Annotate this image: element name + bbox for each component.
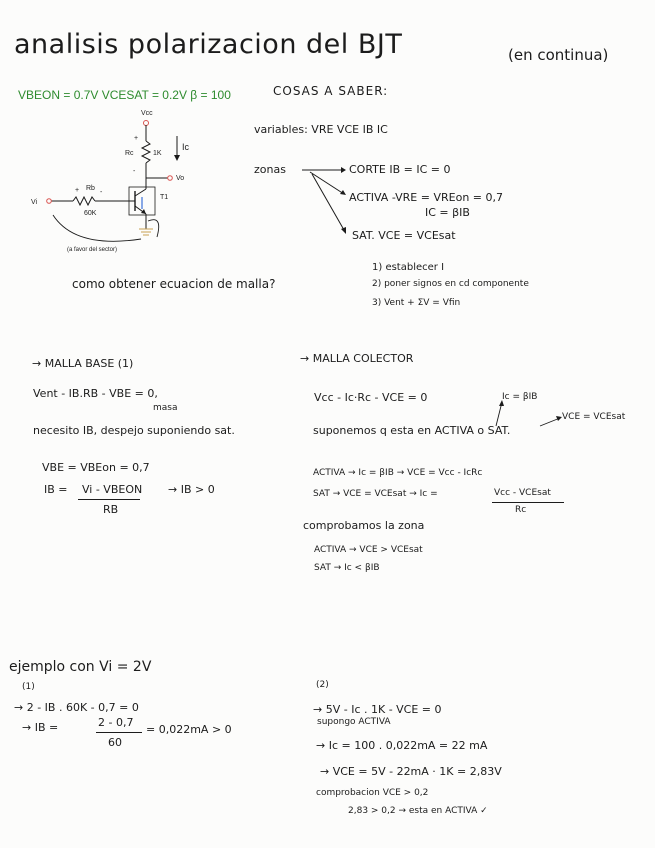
svg-text:+: + bbox=[134, 135, 139, 142]
ejemplo-fraction-bar bbox=[96, 732, 142, 733]
rc-label: Rc bbox=[125, 150, 134, 157]
zonas-arrows bbox=[300, 166, 350, 240]
rb-resistor bbox=[73, 197, 95, 205]
vce-sat-note: VCE = VCEsat bbox=[562, 412, 626, 422]
step-2: 2) poner signos en cd componente bbox=[372, 279, 529, 289]
page-title: analisis polarizacion del BJT bbox=[14, 29, 403, 60]
ib-condition: → IB > 0 bbox=[168, 483, 215, 496]
svg-text:-: - bbox=[133, 168, 136, 175]
zonas-label: zonas bbox=[254, 163, 286, 176]
mesh-loop-base bbox=[53, 215, 141, 241]
malla-question: como obtener ecuacion de malla? bbox=[72, 277, 276, 291]
ejemplo-r6: 2,83 > 0,2 → esta en ACTIVA ✓ bbox=[348, 806, 488, 816]
vo-node bbox=[168, 176, 173, 181]
masa-note: masa bbox=[153, 403, 178, 413]
malla-base-heading: → MALLA BASE (1) bbox=[32, 357, 134, 370]
svg-text:+: + bbox=[75, 187, 80, 194]
ejemplo-r1: → 5V - Ic . 1K - VCE = 0 bbox=[313, 703, 442, 716]
check-activa: ACTIVA → VCE > VCEsat bbox=[314, 545, 423, 555]
ejemplo-r5: comprobacion VCE > 0,2 bbox=[316, 788, 429, 798]
comprobamos-heading: comprobamos la zona bbox=[303, 519, 425, 532]
sat-fraction-bar bbox=[492, 502, 564, 503]
zona-corte: CORTE IB = IC = 0 bbox=[349, 163, 451, 176]
circuit-svg bbox=[15, 103, 225, 255]
base-equation: Vent - IB.RB - VBE = 0, bbox=[33, 387, 158, 400]
circuit-note: (a favor del sector) bbox=[67, 247, 118, 253]
vcc-node bbox=[144, 121, 149, 126]
ib-fraction-bar bbox=[78, 499, 140, 500]
check-sat: SAT → Ic < βIB bbox=[314, 563, 380, 573]
colector-sat: SAT → VCE = VCEsat → Ic = bbox=[313, 489, 438, 499]
vi-label: Vi bbox=[31, 199, 38, 206]
ic-label: Ic bbox=[182, 142, 190, 152]
ejemplo-part-2: (2) bbox=[316, 680, 329, 690]
ejemplo-ib-result: = 0,022mA > 0 bbox=[146, 723, 232, 736]
rb-label: Rb bbox=[86, 185, 95, 192]
suponemos-line: suponemos q esta en ACTIVA o SAT. bbox=[313, 424, 511, 437]
colector-equation: Vcc - Ic·Rc - VCE = 0 bbox=[314, 391, 428, 404]
malla-colector-heading: → MALLA COLECTOR bbox=[300, 352, 414, 365]
circuit-params: VBEON = 0.7V VCESAT = 0.2V β = 100 bbox=[18, 88, 231, 102]
ejemplo-part-1: (1) bbox=[22, 682, 35, 692]
colector-activa: ACTIVA → Ic = βIB → VCE = Vcc - IcRc bbox=[313, 468, 483, 478]
zona-activa-1: ACTIVA -VRE = VREon = 0,7 bbox=[349, 191, 503, 204]
rb-value: 60K bbox=[84, 210, 97, 217]
vcc-label: Vcc bbox=[141, 110, 153, 117]
cosas-heading: COSAS A SABER: bbox=[273, 84, 389, 98]
rc-resistor bbox=[142, 141, 150, 163]
svg-text:-: - bbox=[100, 189, 103, 196]
ejemplo-ib-denominator: 60 bbox=[108, 736, 122, 749]
step-1: 1) establecer I bbox=[372, 262, 445, 273]
ejemplo-r2: supongo ACTIVA bbox=[317, 717, 391, 727]
ejemplo-line-1: → 2 - IB . 60K - 0,7 = 0 bbox=[14, 701, 139, 714]
colector-sat-numerator: Vcc - VCEsat bbox=[494, 488, 551, 498]
variables-line: variables: VRE VCE IB IC bbox=[254, 123, 388, 136]
rc-value: 1K bbox=[153, 150, 162, 157]
bjt-circuit-diagram bbox=[15, 103, 225, 255]
base-need: necesito IB, despejo suponiendo sat. bbox=[33, 424, 235, 437]
ib-label: IB = bbox=[44, 483, 68, 496]
vbe-equation: VBE = VBEon = 0,7 bbox=[42, 461, 150, 474]
vi-node bbox=[47, 199, 52, 204]
zona-sat: SAT. VCE = VCEsat bbox=[352, 229, 456, 242]
ic-beta-note: Ic = βIB bbox=[502, 392, 538, 402]
ejemplo-ib-label: → IB = bbox=[22, 721, 59, 734]
ejemplo-ib-numerator: 2 - 0,7 bbox=[98, 716, 134, 729]
vo-label: Vo bbox=[176, 175, 185, 182]
t1-label: T1 bbox=[160, 194, 169, 201]
ejemplo-heading: ejemplo con Vi = 2V bbox=[9, 659, 152, 675]
ib-denominator: RB bbox=[103, 503, 119, 516]
zona-activa-2: IC = βIB bbox=[425, 206, 470, 219]
ib-numerator: Vi - VBEON bbox=[82, 483, 143, 496]
ejemplo-r3: → Ic = 100 . 0,022mA = 22 mA bbox=[316, 739, 488, 752]
step-3: 3) Vent + ΣV = Vfin bbox=[372, 298, 461, 308]
colector-sat-denominator: Rc bbox=[515, 505, 527, 515]
ejemplo-r4: → VCE = 5V - 22mA · 1K = 2,83V bbox=[320, 765, 502, 778]
title-suffix: (en continua) bbox=[508, 46, 609, 64]
